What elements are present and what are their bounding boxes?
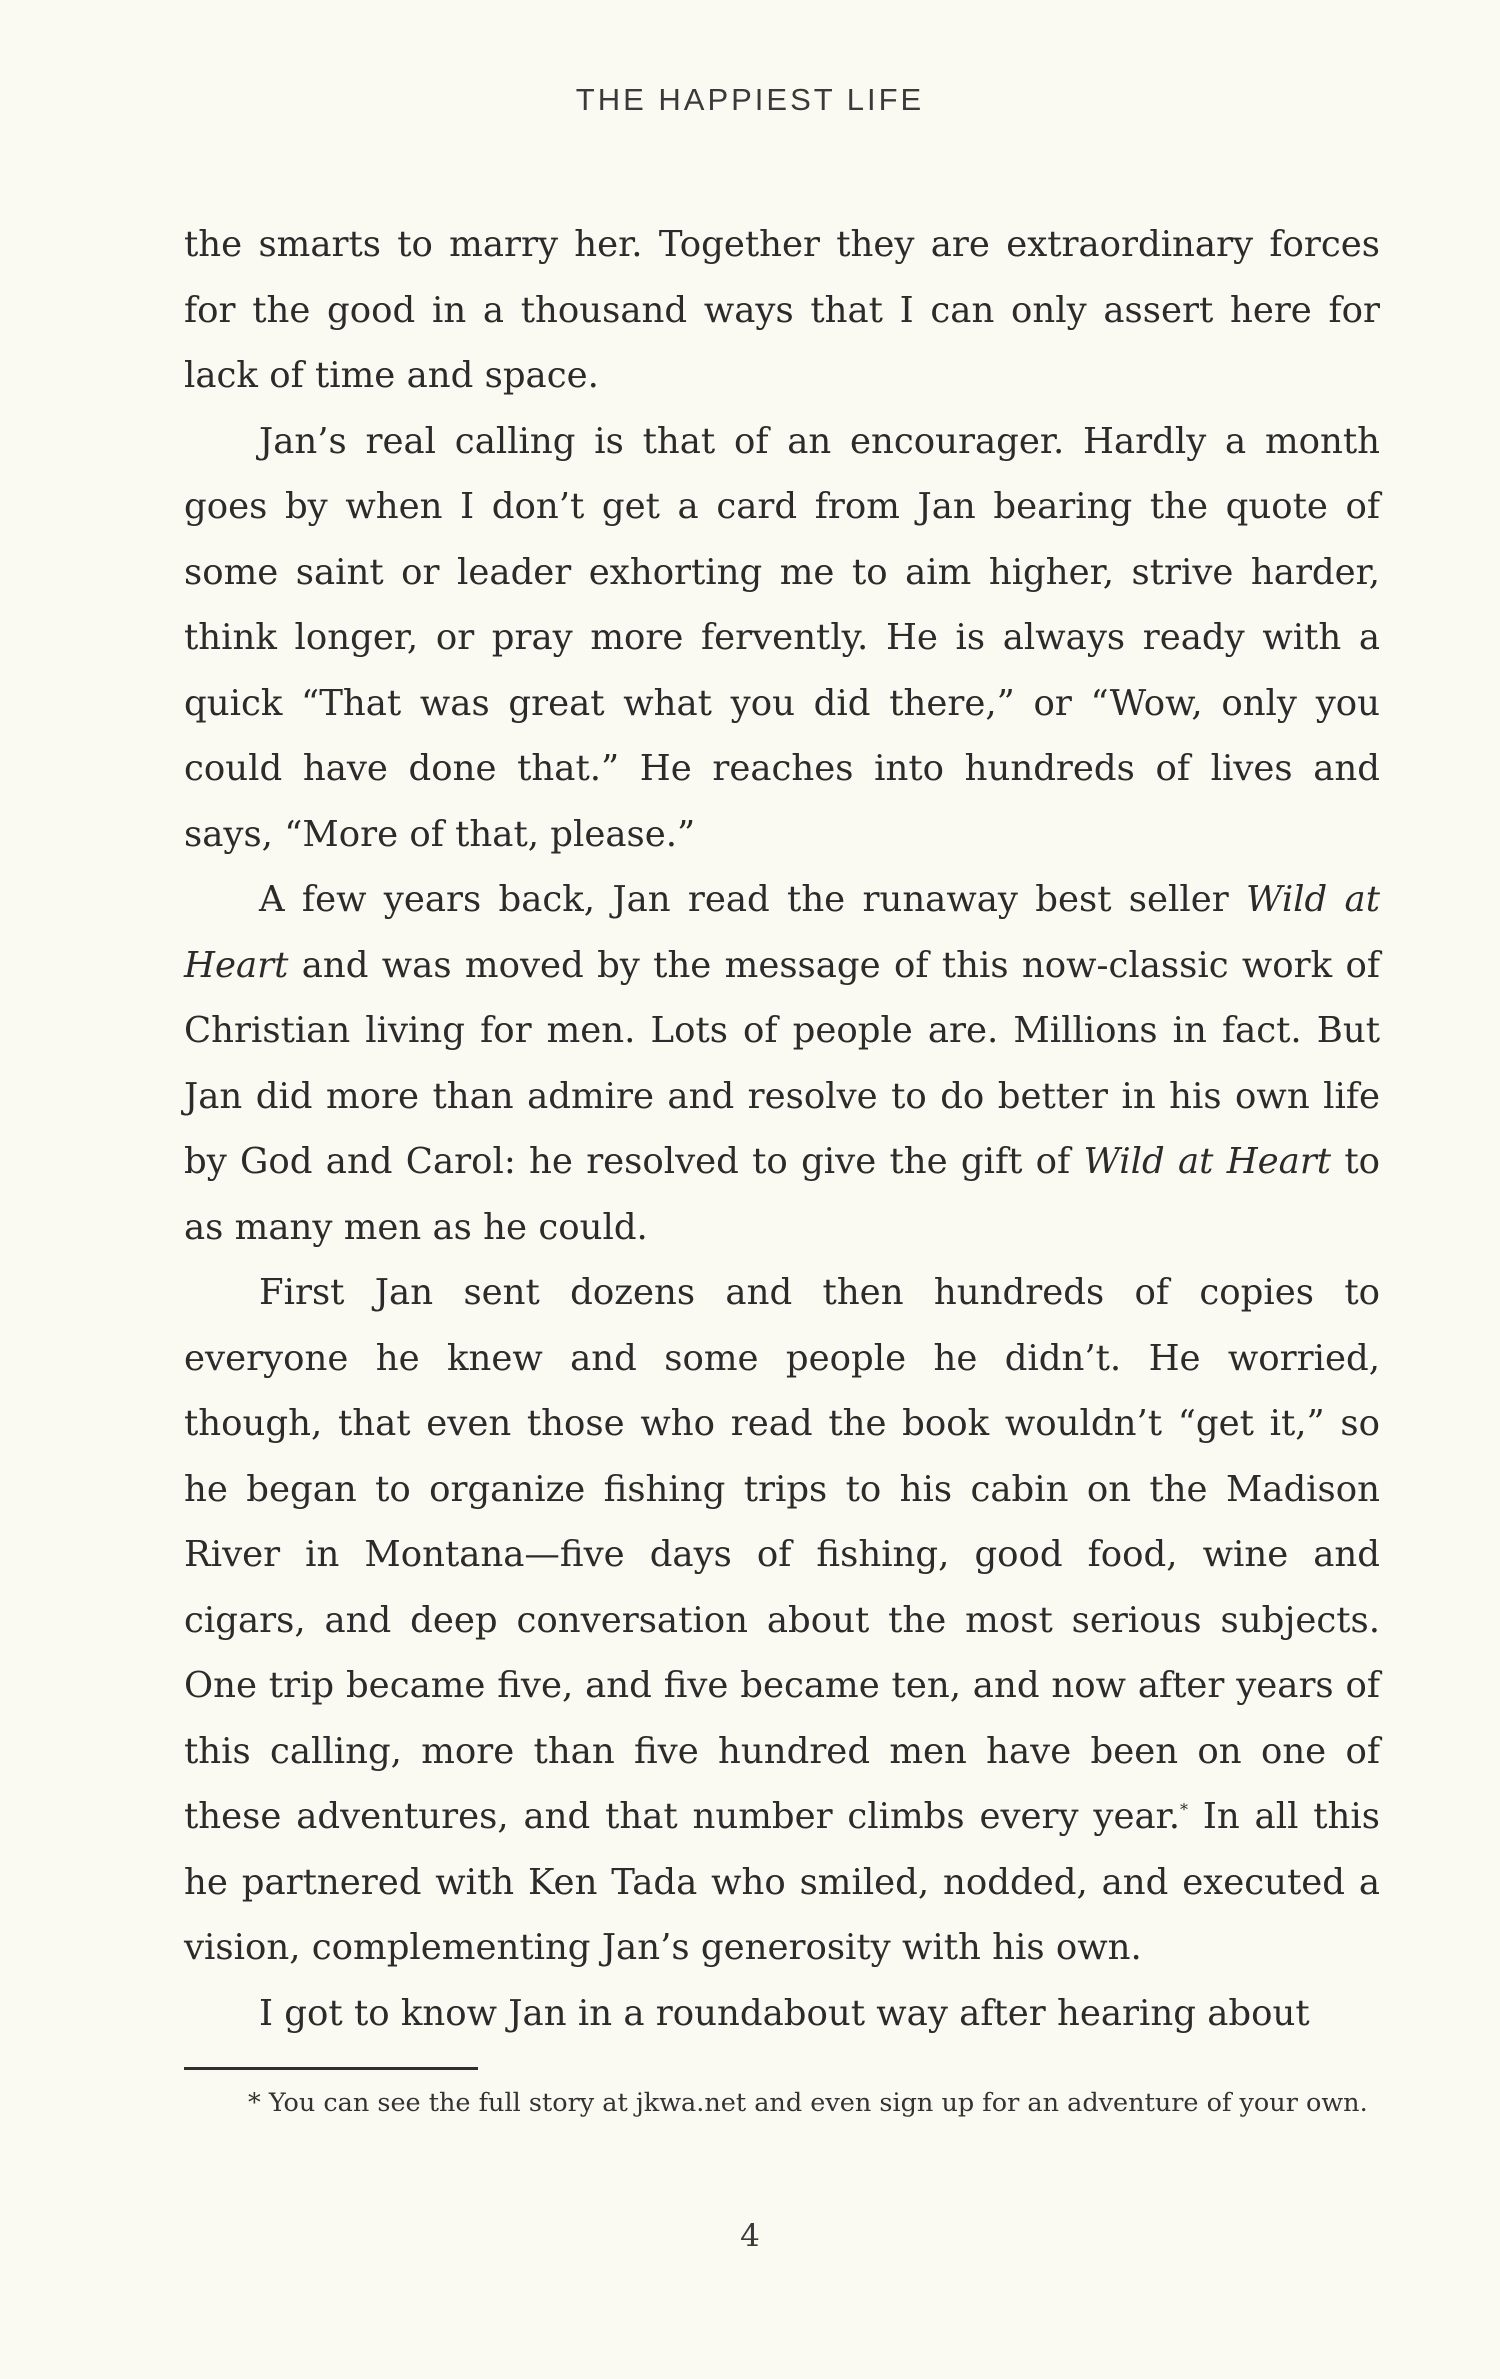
paragraph-4 bbox=[184, 1260, 1380, 1981]
page-number: 4 bbox=[740, 2218, 760, 2254]
paragraph-3-text-b: and was moved by the message of this now-classic work of Christian living for men. Lots of people are. Millions in fact. But Jan did more than admire and resolve to do better in his own life by God and Carol: he resolved to give the gift of bbox=[184, 944, 1380, 1182]
running-head: THE HAPPIEST LIFE bbox=[575, 82, 925, 117]
paragraph-5: I got to know Jan in a roundabout way after hearing about bbox=[259, 1992, 1310, 2034]
footnote-marker: * bbox=[1179, 1800, 1188, 1820]
body-text bbox=[184, 212, 1380, 2046]
book-title-italic: Wild at Heart bbox=[1083, 1141, 1332, 1182]
paragraph-2: Jan’s real calling is that of an encourager. Hardly a month goes by when I don’t get a card from Jan bearing the quote of some saint or leader exhorting me to aim higher, strive harder, think longer, or pray more fervently. He is always ready with a quick “That was great what you did there,” or “Wow, only you could have done that.” He reaches into hundreds of lives and says, “More of that, please.” bbox=[184, 420, 1380, 855]
paragraph-4-text-a: First Jan sent dozens and then hundreds of copies to everyone he knew and some people he didn’t. He worried, though, that even those who read the book wouldn’t “get it,” so he began to organize fishing trips to his cabin on the Madison River in Montana—five days of fishing, good food, wine and cigars, and deep conversation about the most serious subjects. One trip became five, and five became ten, and now after years of this calling, more than five hundred men have been on one of these adventures, and that number climbs every year. bbox=[184, 1272, 1380, 1837]
paragraph-1: the smarts to marry her. Together they are extraordinary forces for the good in a thousand ways that I can only assert here for lack of time and space. bbox=[184, 224, 1380, 396]
paragraph-3-text-c: to as many men as he could. bbox=[184, 1141, 1380, 1248]
paragraph-3 bbox=[184, 867, 1380, 1260]
footnote: * You can see the full story at jkwa.net and even sign up for an adventure of your own. bbox=[248, 2088, 1368, 2118]
paragraph-3-text-a: A few years back, Jan read the runaway best seller bbox=[259, 879, 1246, 920]
paragraph-4-text-b: In all this he partnered with Ken Tada who smiled, nodded, and executed a vision, complementing Jan’s generosity with his own. bbox=[184, 1796, 1380, 1968]
book-title-italic: Wild at Heart bbox=[184, 879, 1380, 986]
footnote-divider bbox=[184, 2067, 478, 2070]
